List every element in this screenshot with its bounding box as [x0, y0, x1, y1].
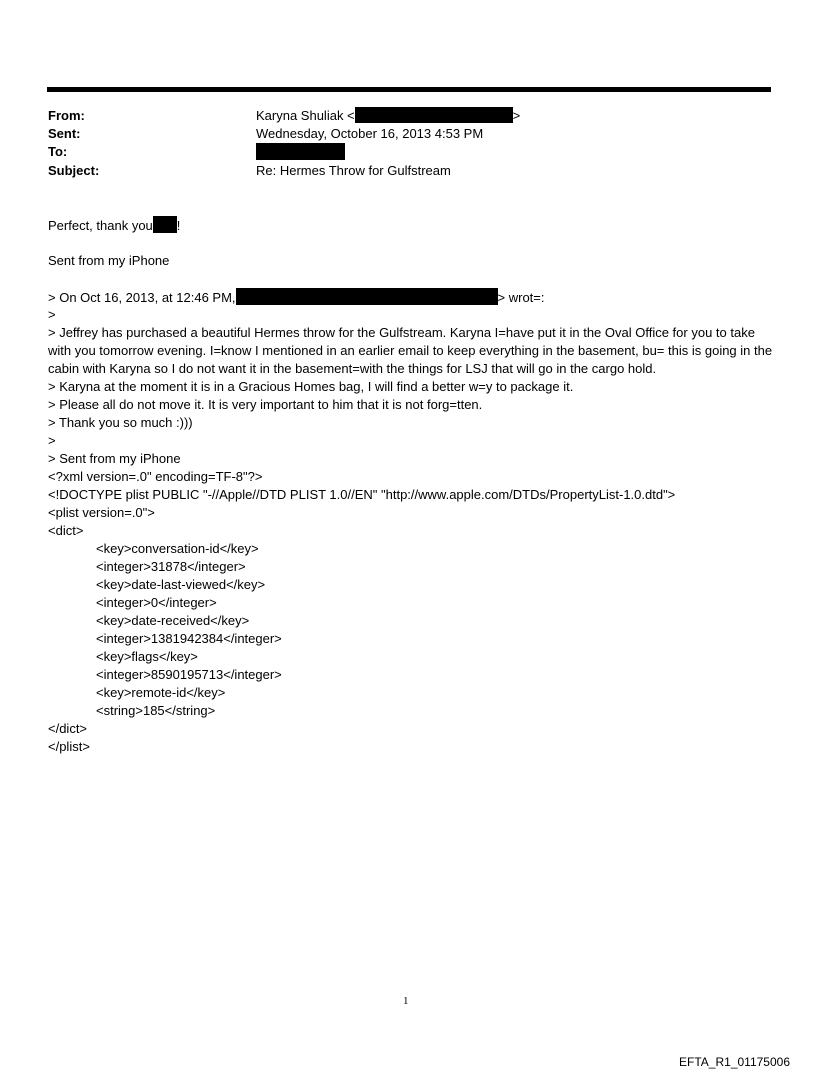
page-number: 1: [403, 995, 409, 1007]
to-label: To:: [48, 144, 68, 159]
dict-line: <key>date-received</key>: [96, 613, 250, 628]
quote-line: > Thank you so much :))): [48, 415, 193, 430]
subject-label: Subject:: [48, 163, 100, 178]
greeting-text: Perfect, thank you: [48, 218, 153, 233]
greeting-line: [48, 216, 773, 235]
plist-doctype: <!DOCTYPE plist PUBLIC "-//Apple//DTD PLIST 1.0//EN" "http://www.apple.com/DTDs/PropertyList-1.0.dtd">: [48, 487, 676, 502]
xml-declaration: <?xml version=.0" encoding=TF-8"?>: [48, 469, 263, 484]
quote-blank-line: >: [48, 433, 56, 448]
quote-blank-line: >: [48, 307, 56, 322]
plist-close: </plist>: [48, 739, 90, 754]
dict-line: <integer>8590195713</integer>: [96, 667, 282, 682]
quote-line: > Please all do not move it. It is very important to him that it is not forg=tten.: [48, 397, 483, 412]
greeting-punct: !: [176, 218, 181, 233]
header-rule: [47, 87, 771, 92]
quote-paragraph: > Jeffrey has purchased a beautiful Hermes throw for the Gulfstream. Karyna I=have put it in the Oval Office for you to take with you tomorrow evening. I=know I mentioned in an earlier email to keep everything in the basement, bu= this is going in the cabin with Karyna so I do not want it in the basement=with the things for LSJ that will go in the cargo hold.: [48, 325, 773, 376]
dict-close: </dict>: [48, 721, 88, 736]
quote-intro-tail: > wrot=:: [497, 290, 545, 305]
redaction-box: [355, 107, 513, 123]
sent-value: Wednesday, October 16, 2013 4:53 PM: [256, 126, 484, 141]
redaction-box: [236, 288, 498, 305]
sent-label: Sent:: [48, 126, 81, 141]
dict-line: <key>flags</key>: [96, 649, 198, 664]
from-name: Karyna Shuliak <: [256, 108, 355, 123]
dict-line: <integer>0</integer>: [96, 595, 217, 610]
document-id: EFTA_R1_01175006: [679, 1055, 790, 1069]
quote-line: > Karyna at the moment it is in a Gracious Homes bag, I will find a better w=y to package it.: [48, 379, 574, 394]
dict-line: <integer>1381942384</integer>: [96, 631, 282, 646]
redaction-box: [256, 143, 345, 160]
from-value: [256, 107, 520, 125]
dict-line: <integer>31878</integer>: [96, 559, 246, 574]
quote-intro-text: > On Oct 16, 2013, at 12:46 PM,: [48, 290, 236, 305]
to-value: [256, 143, 345, 162]
signature-line: Sent from my iPhone: [48, 253, 170, 268]
dict-open: <dict>: [48, 523, 84, 538]
redaction-box: [153, 216, 177, 233]
dict-line: <key>date-last-viewed</key>: [96, 577, 266, 592]
subject-value: Re: Hermes Throw for Gulfstream: [256, 163, 451, 178]
from-close: >: [512, 108, 521, 123]
quote-signature: > Sent from my iPhone: [48, 451, 181, 466]
quote-intro-line: [48, 288, 773, 307]
plist-open: <plist version=.0">: [48, 505, 155, 520]
dict-line: <key>conversation-id</key>: [96, 541, 259, 556]
from-label: From:: [48, 108, 85, 123]
dict-line: <string>185</string>: [96, 703, 216, 718]
dict-line: <key>remote-id</key>: [96, 685, 226, 700]
